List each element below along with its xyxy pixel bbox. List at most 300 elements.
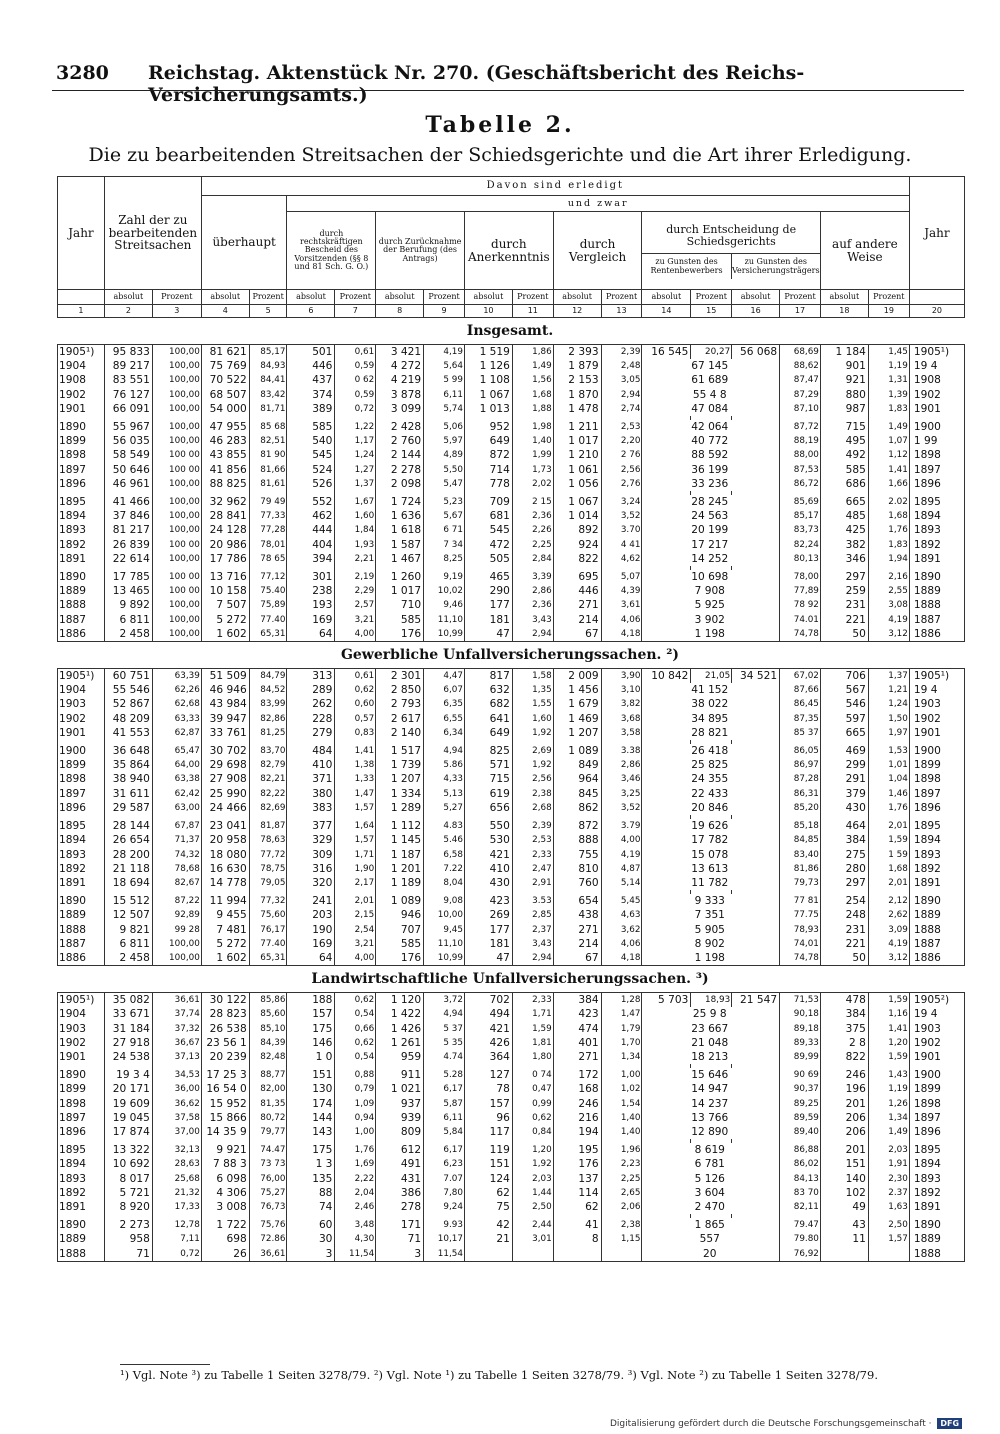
cell-col-6: 174 <box>287 1097 335 1111</box>
cell-col-2: 76 127 <box>104 388 152 402</box>
cell-entscheidung-gesamt: 42 064 <box>642 420 780 434</box>
cell-entscheidung-gesamt: 5 925 <box>642 598 780 612</box>
cell-col-20: 1895 <box>909 1143 964 1157</box>
cell-col-3: 71,37 <box>152 833 201 847</box>
cell-col-12: 760 <box>553 876 601 890</box>
cell-col-13: 1,96 <box>601 1143 642 1157</box>
cell-col-18: 430 <box>820 801 868 815</box>
cell-col-6: 462 <box>287 509 335 523</box>
cell-entscheidung-gesamt: 14 237 <box>642 1097 780 1111</box>
cell-col-2: 56 035 <box>104 434 152 448</box>
cell-col-5: 82,21 <box>249 772 287 786</box>
cell-col-12 <box>553 1247 601 1262</box>
cell-entscheidung-gesamt: 24 563 <box>642 509 780 523</box>
digitization-credit <box>610 1418 962 1429</box>
column-number: 9 <box>424 305 465 318</box>
cell-col-19: 1,26 <box>868 1097 909 1111</box>
cell-col-2: 17 785 <box>104 570 152 584</box>
cell-col-19: 1,04 <box>868 772 909 786</box>
cell-col-6: 169 <box>287 613 335 627</box>
cell-col-2: 8 920 <box>104 1200 152 1214</box>
unit-prozent: Prozent <box>249 290 287 305</box>
cell-col-2: 71 <box>104 1247 152 1262</box>
cell-col-4: 24 128 <box>201 523 249 537</box>
cell-col-4: 75 769 <box>201 359 249 373</box>
cell-col-6: 446 <box>287 359 335 373</box>
cell-col-13: 1,70 <box>601 1036 642 1050</box>
cell-col-12: 1 067 <box>553 495 601 509</box>
cell-col-5: 84,41 <box>249 373 287 387</box>
cell-col-13: 3,82 <box>601 697 642 711</box>
cell-col-11: 1,49 <box>512 359 553 373</box>
unit-blank <box>909 290 964 305</box>
cell-col-3: 100,00 <box>152 402 201 416</box>
unit-absolut: absolut <box>104 290 152 305</box>
cell-col-19: 4,19 <box>868 937 909 951</box>
cell-col-7: 1,24 <box>335 448 376 462</box>
cell-col-18: 280 <box>820 862 868 876</box>
cell-col-3: 100,00 <box>152 434 201 448</box>
unit-prozent: Prozent <box>691 290 732 305</box>
cell-col-5: 83,70 <box>249 744 287 758</box>
cell-col-20: 1901 <box>909 1050 964 1064</box>
cell-col-20: 1892 <box>909 862 964 876</box>
cell-col-3: 78,68 <box>152 862 201 876</box>
cell-col-8: 171 <box>376 1218 424 1232</box>
cell-col-19: 3,12 <box>868 951 909 966</box>
table-row <box>58 683 965 697</box>
cell-col-7: 0,72 <box>335 402 376 416</box>
cell-col-18: 49 <box>820 1200 868 1214</box>
cell-col-13: 2,74 <box>601 402 642 416</box>
cell-col-6: 309 <box>287 848 335 862</box>
cell-col-1: 1895 <box>58 1143 105 1157</box>
cell-col-11: 1,73 <box>512 463 553 477</box>
cell-col-1: 1886 <box>58 627 105 642</box>
cell-col-19: 2.02 <box>868 495 909 509</box>
cell-col-8: 1 467 <box>376 552 424 566</box>
cell-col-13: 2,06 <box>601 1200 642 1214</box>
cell-col-5: 73 73 <box>249 1157 287 1171</box>
cell-col-7: 0,88 <box>335 1068 376 1082</box>
cell-col-1: 1894 <box>58 509 105 523</box>
gunst-vers-label: zu Gunsten des Versicherungsträgers <box>731 257 820 275</box>
cell-col-12: 195 <box>553 1143 601 1157</box>
cell-col-1: 1892 <box>58 1186 105 1200</box>
cell-col-13: 2,38 <box>601 1218 642 1232</box>
cell-entscheidung-gesamt: 25 9 8 <box>642 1007 780 1021</box>
cell-col-18: 196 <box>820 1082 868 1096</box>
cell-col-7: 1,27 <box>335 463 376 477</box>
cell-col-6: 135 <box>287 1172 335 1186</box>
cell-col-1: 1897 <box>58 463 105 477</box>
cell-col-5: 77.40 <box>249 613 287 627</box>
cell-col-12: 423 <box>553 1007 601 1021</box>
table-row <box>58 1082 965 1096</box>
cell-col-20: 1889 <box>909 584 964 598</box>
cell-col-10: 78 <box>464 1082 512 1096</box>
cell-entscheidung-gesamt: 67 145 <box>642 359 780 373</box>
cell-col-5: 75,89 <box>249 598 287 612</box>
cell-col-18: 254 <box>820 894 868 908</box>
cell-col-9: 6,17 <box>424 1082 465 1096</box>
cell-col-1: 1894 <box>58 833 105 847</box>
cell-col-9: 5.86 <box>424 758 465 772</box>
cell-col-6: 74 <box>287 1200 335 1214</box>
cell-col-18: 50 <box>820 951 868 966</box>
cell-col-7: 2,22 <box>335 1172 376 1186</box>
cell-col-1: 1903 <box>58 1022 105 1036</box>
cell-col-5: 75.40 <box>249 584 287 598</box>
cell-col-10: 181 <box>464 937 512 951</box>
cell-col-19: 1,59 <box>868 993 909 1008</box>
cell-entscheidung-gesamt: 20 199 <box>642 523 780 537</box>
cell-col-9: 10,99 <box>424 951 465 966</box>
cell-col-3: 100 00 <box>152 570 201 584</box>
table-row <box>58 1232 965 1246</box>
table-row <box>58 1143 965 1157</box>
cell-col-12: 1 469 <box>553 712 601 726</box>
cell-col-6: 524 <box>287 463 335 477</box>
cell-col-8: 2 850 <box>376 683 424 697</box>
cell-col-2: 12 507 <box>104 908 152 922</box>
cell-col-1: 1905¹) <box>58 669 105 684</box>
cell-col-17: 68,69 <box>780 345 821 360</box>
column-number: 19 <box>868 305 909 318</box>
cell-col-17: 77 81 <box>780 894 821 908</box>
unit-prozent: Prozent <box>152 290 201 305</box>
cell-col-4: 1 602 <box>201 627 249 642</box>
cell-col-12: 172 <box>553 1068 601 1082</box>
cell-col-4: 28 823 <box>201 1007 249 1021</box>
cell-col-9: 5,27 <box>424 801 465 815</box>
cell-col-13: 4 41 <box>601 538 642 552</box>
cell-col-17: 85,17 <box>780 509 821 523</box>
table-row <box>58 951 965 966</box>
cell-col-2: 31 184 <box>104 1022 152 1036</box>
cell-col-2: 81 217 <box>104 523 152 537</box>
cell-col-9: 5 99 <box>424 373 465 387</box>
cell-col-4: 46 283 <box>201 434 249 448</box>
cell-col-7: 4,00 <box>335 951 376 966</box>
cell-entscheidung-gesamt: 22 433 <box>642 787 780 801</box>
unit-prozent: Prozent <box>601 290 642 305</box>
table-row <box>58 819 965 833</box>
col-jahr: Jahr <box>58 177 105 290</box>
cell-col-5: 84,52 <box>249 683 287 697</box>
cell-col-13: 1,40 <box>601 1111 642 1125</box>
cell-col-6: 526 <box>287 477 335 491</box>
col-anerkenntnis: durch Anerkenntnis <box>464 212 553 290</box>
cell-col-3: 63,00 <box>152 801 201 815</box>
cell-col-11: 2,44 <box>512 1218 553 1232</box>
cell-col-5: 77,33 <box>249 509 287 523</box>
cell-col-3: 62,68 <box>152 697 201 711</box>
cell-col-19: 3,12 <box>868 627 909 642</box>
cell-col-4: 9 921 <box>201 1143 249 1157</box>
credit-text: Digitalisierung gefördert durch die Deutsche Forschungsgemeinschaft · <box>610 1419 932 1429</box>
cell-col-6: 64 <box>287 627 335 642</box>
cell-col-3: 100 00 <box>152 538 201 552</box>
cell-col-19: 1,59 <box>868 833 909 847</box>
cell-col-7: 1,47 <box>335 787 376 801</box>
cell-col-9: 10,17 <box>424 1232 465 1246</box>
cell-col-6: 437 <box>287 373 335 387</box>
cell-col-7: 1,33 <box>335 772 376 786</box>
cell-col-19: 2,62 <box>868 908 909 922</box>
cell-col-11: 2,53 <box>512 833 553 847</box>
cell-col-9: 4,19 <box>424 345 465 360</box>
cell-col-10: 649 <box>464 434 512 448</box>
cell-col-13: 1,34 <box>601 1050 642 1064</box>
col-vergleich: durch Vergleich <box>553 212 642 290</box>
cell-col-6: 279 <box>287 726 335 740</box>
cell-col-18: 246 <box>820 1068 868 1082</box>
cell-col-2: 41 553 <box>104 726 152 740</box>
cell-col-10: 42 <box>464 1218 512 1232</box>
cell-col-17: 79,73 <box>780 876 821 890</box>
cell-entscheidung-gesamt: 88 592 <box>642 448 780 462</box>
cell-col-20: 1892 <box>909 538 964 552</box>
cell-col-5: 81,66 <box>249 463 287 477</box>
cell-col-12: 8 <box>553 1232 601 1246</box>
cell-col-18: 822 <box>820 1050 868 1064</box>
cell-col-9: 10,99 <box>424 627 465 642</box>
cell-col-13: 4,19 <box>601 848 642 862</box>
cell-col-1: 1895 <box>58 819 105 833</box>
cell-col-20: 1888 <box>909 1247 964 1262</box>
cell-col-13: 1,02 <box>601 1082 642 1096</box>
cell-col-12: 1 210 <box>553 448 601 462</box>
cell-col-13: 4,06 <box>601 937 642 951</box>
table-row <box>58 862 965 876</box>
cell-col-17: 67,02 <box>780 669 821 684</box>
cell-col-13: 1,79 <box>601 1022 642 1036</box>
column-number: 7 <box>335 305 376 318</box>
cell-col-10: 421 <box>464 848 512 862</box>
cell-col-2: 19 045 <box>104 1111 152 1125</box>
cell-col-7: 0,62 <box>335 993 376 1008</box>
cell-col-19: 1,76 <box>868 523 909 537</box>
cell-col-3: 7,11 <box>152 1232 201 1246</box>
cell-col-17: 86,88 <box>780 1143 821 1157</box>
cell-col-11: 2,36 <box>512 509 553 523</box>
cell-col-19: 1,66 <box>868 477 909 491</box>
cell-col-18: 495 <box>820 434 868 448</box>
cell-col-6: 151 <box>287 1068 335 1082</box>
cell-col-18: 597 <box>820 712 868 726</box>
cell-col-5: 85,17 <box>249 345 287 360</box>
entscheidung-label: durch Entscheidung de Schiedsgerichts <box>642 222 819 254</box>
cell-col-18: 665 <box>820 495 868 509</box>
cell-col-3: 100,00 <box>152 951 201 966</box>
cell-col-8: 1 422 <box>376 1007 424 1021</box>
cell-col-10: 817 <box>464 669 512 684</box>
cell-col-13: 2,39 <box>601 345 642 360</box>
table-row <box>58 1036 965 1050</box>
cell-col-9: 4,89 <box>424 448 465 462</box>
cell-col-11: 2,86 <box>512 584 553 598</box>
cell-col-3: 62,26 <box>152 683 201 697</box>
cell-col-3: 12,78 <box>152 1218 201 1232</box>
cell-col-10 <box>464 1247 512 1262</box>
cell-col-2: 83 551 <box>104 373 152 387</box>
cell-col-19: 2,12 <box>868 894 909 908</box>
cell-col-10: 649 <box>464 726 512 740</box>
cell-col-5: 78,75 <box>249 862 287 876</box>
cell-col-9: 6,11 <box>424 388 465 402</box>
cell-col-4: 23 041 <box>201 819 249 833</box>
unit-prozent: Prozent <box>868 290 909 305</box>
table-row <box>58 744 965 758</box>
cell-col-7: 3,48 <box>335 1218 376 1232</box>
cell-col-5: 76,73 <box>249 1200 287 1214</box>
cell-col-4: 15 866 <box>201 1111 249 1125</box>
cell-col-3: 17,33 <box>152 1200 201 1214</box>
cell-col-19: 1,49 <box>868 420 909 434</box>
cell-col-10: 1 519 <box>464 345 512 360</box>
cell-col-7: 0,94 <box>335 1111 376 1125</box>
table-row <box>58 373 965 387</box>
cell-col-19: 2,30 <box>868 1172 909 1186</box>
cell-col-18: 478 <box>820 993 868 1008</box>
cell-col-4: 32 962 <box>201 495 249 509</box>
cell-entscheidung-gesamt: 18 213 <box>642 1050 780 1064</box>
cell-col-13: 1,28 <box>601 993 642 1008</box>
cell-entscheidung-gesamt: 3 604 <box>642 1186 780 1200</box>
cell-col-13: 2,86 <box>601 758 642 772</box>
cell-col-20: 1888 <box>909 923 964 937</box>
cell-col-17: 74,78 <box>780 627 821 642</box>
cell-col-3: 100,00 <box>152 613 201 627</box>
col-zuruecknahme: durch Zurücknahme der Berufung (des Antrags) <box>376 212 465 290</box>
table-row <box>58 1050 965 1064</box>
cell-col-8: 1 587 <box>376 538 424 552</box>
cell-col-18: 1 184 <box>820 345 868 360</box>
cell-col-10: 825 <box>464 744 512 758</box>
table-row <box>58 509 965 523</box>
cell-col-17: 85,18 <box>780 819 821 833</box>
cell-col-14: 5 703 <box>642 993 691 1008</box>
cell-col-19: 4,19 <box>868 613 909 627</box>
unit-absolut: absolut <box>732 290 780 305</box>
cell-col-6: 371 <box>287 772 335 786</box>
cell-col-18: 384 <box>820 833 868 847</box>
cell-col-20: 1897 <box>909 1111 964 1125</box>
cell-col-5: 81,71 <box>249 402 287 416</box>
unit-prozent: Prozent <box>424 290 465 305</box>
cell-col-6: 190 <box>287 923 335 937</box>
cell-col-3: 100,00 <box>152 937 201 951</box>
col-ueberhaupt: überhaupt <box>201 196 287 290</box>
cell-col-19: 1,49 <box>868 1125 909 1139</box>
table-row <box>58 552 965 566</box>
cell-col-8: 1 187 <box>376 848 424 862</box>
cell-col-11: 1,99 <box>512 448 553 462</box>
cell-col-19: 1,37 <box>868 669 909 684</box>
cell-col-4: 25 990 <box>201 787 249 801</box>
cell-col-17: 74.01 <box>780 613 821 627</box>
cell-col-11: 2,33 <box>512 848 553 862</box>
col-rechtskraeftig: durch rechtskräftigen Bescheid des Vorsitzenden (§§ 8 und 81 Sch. G. O.) <box>287 212 376 290</box>
cell-col-7: 1,41 <box>335 744 376 758</box>
cell-col-1: 1898 <box>58 1097 105 1111</box>
cell-col-7: 1,67 <box>335 495 376 509</box>
cell-col-12: 2 393 <box>553 345 601 360</box>
cell-col-2: 36 648 <box>104 744 152 758</box>
cell-col-8: 1 739 <box>376 758 424 772</box>
cell-entscheidung-gesamt: 25 825 <box>642 758 780 772</box>
cell-col-8: 4 219 <box>376 373 424 387</box>
cell-col-9: 4.74 <box>424 1050 465 1064</box>
cell-col-18: 102 <box>820 1186 868 1200</box>
cell-col-17: 87,29 <box>780 388 821 402</box>
cell-entscheidung-gesamt: 15 646 <box>642 1068 780 1082</box>
cell-col-1: 1899 <box>58 434 105 448</box>
cell-col-12: 114 <box>553 1186 601 1200</box>
cell-col-8: 911 <box>376 1068 424 1082</box>
cell-entscheidung-gesamt: 47 084 <box>642 402 780 416</box>
cell-col-1: 1887 <box>58 937 105 951</box>
cell-col-11: 0,62 <box>512 1111 553 1125</box>
cell-col-8: 2 617 <box>376 712 424 726</box>
cell-col-4: 23 56 1 <box>201 1036 249 1050</box>
cell-col-20: 1894 <box>909 509 964 523</box>
cell-col-3: 82,67 <box>152 876 201 890</box>
cell-col-12: 849 <box>553 758 601 772</box>
table-row <box>58 1007 965 1021</box>
cell-col-8: 1 089 <box>376 894 424 908</box>
cell-col-5: 77,72 <box>249 848 287 862</box>
cell-col-5: 77,28 <box>249 523 287 537</box>
cell-col-4: 27 908 <box>201 772 249 786</box>
cell-col-10: 656 <box>464 801 512 815</box>
cell-col-10: 872 <box>464 448 512 462</box>
cell-col-9: 11,54 <box>424 1247 465 1262</box>
cell-col-10: 177 <box>464 923 512 937</box>
cell-col-7: 1,57 <box>335 833 376 847</box>
cell-entscheidung-gesamt: 2 470 <box>642 1200 780 1214</box>
table-row <box>58 937 965 951</box>
cell-col-5: 85,86 <box>249 993 287 1008</box>
cell-col-8: 937 <box>376 1097 424 1111</box>
cell-entscheidung-gesamt: 6 781 <box>642 1157 780 1171</box>
cell-col-10: 465 <box>464 570 512 584</box>
table-row <box>58 1200 965 1214</box>
cell-col-19: 1,91 <box>868 1157 909 1171</box>
cell-col-2: 89 217 <box>104 359 152 373</box>
cell-col-3: 37,58 <box>152 1111 201 1125</box>
table-row <box>58 908 965 922</box>
cell-col-6: 552 <box>287 495 335 509</box>
table-row <box>58 787 965 801</box>
cell-col-9: 6 71 <box>424 523 465 537</box>
cell-col-12: 964 <box>553 772 601 786</box>
cell-col-5: 78 65 <box>249 552 287 566</box>
cell-entscheidung-gesamt: 1 198 <box>642 951 780 966</box>
cell-col-20: 1905¹) <box>909 669 964 684</box>
cell-entscheidung-gesamt: 12 890 <box>642 1125 780 1139</box>
cell-col-6: 130 <box>287 1082 335 1096</box>
cell-col-12: 271 <box>553 598 601 612</box>
cell-col-3: 63,38 <box>152 772 201 786</box>
cell-col-20: 1 99 <box>909 434 964 448</box>
cell-col-7: 0,60 <box>335 697 376 711</box>
cell-col-6: 188 <box>287 993 335 1008</box>
cell-col-12: 446 <box>553 584 601 598</box>
cell-col-6: 585 <box>287 420 335 434</box>
cell-col-9: 11,10 <box>424 613 465 627</box>
